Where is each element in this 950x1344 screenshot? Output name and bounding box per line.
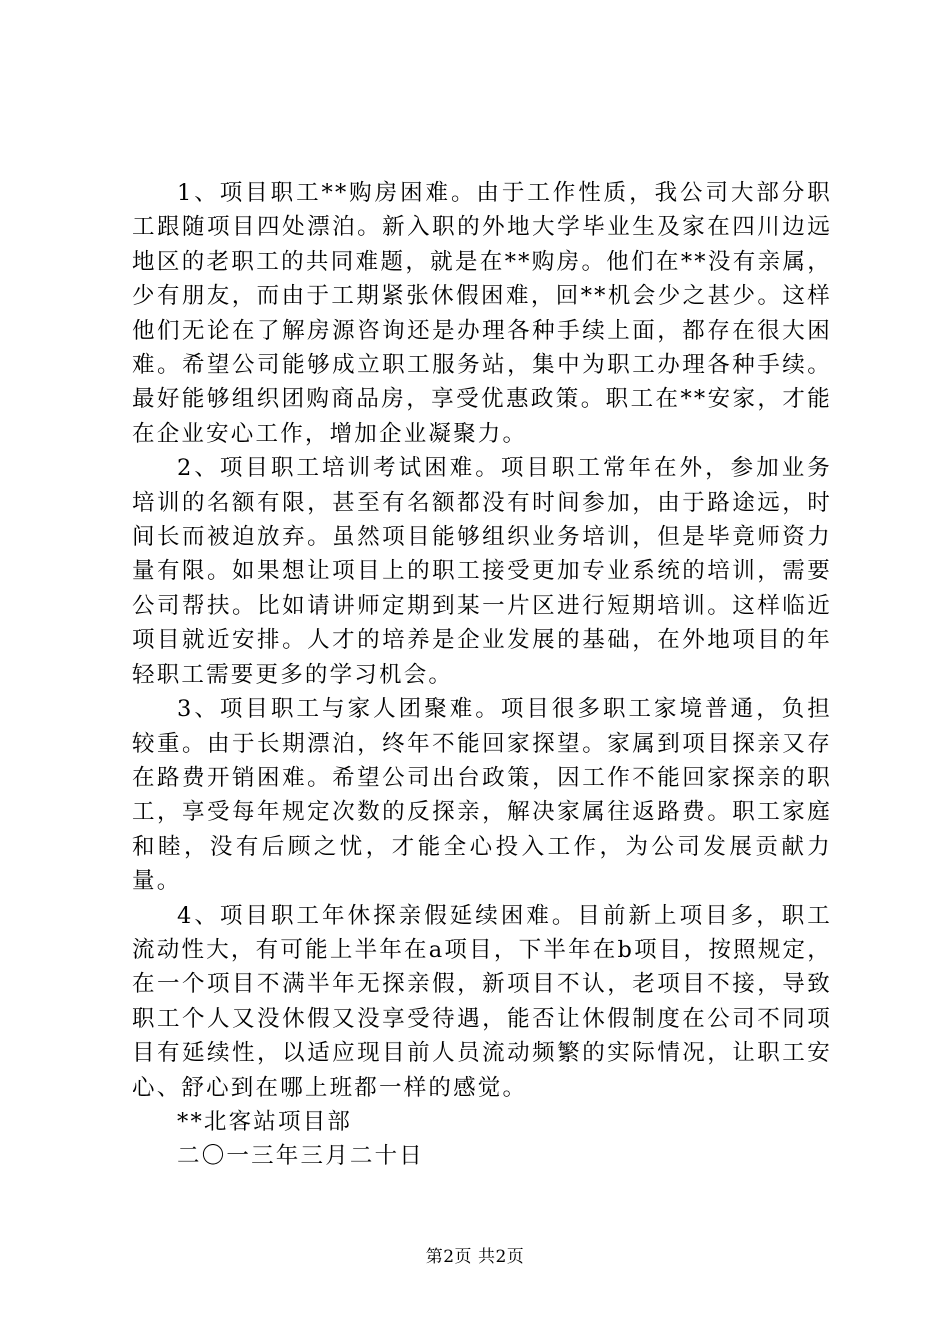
paragraph-4: 4、项目职工年休探亲假延续困难。目前新上项目多，职工流动性大，有可能上半年在a项目，下半年在b项目，按照规定，在一个项目不满半年无探亲假，新项目不认，老项目不接，导致职工个人又没休假又没享受待遇，能否让休假制度在公司不同项目有延续性，以适应现目前人员流动频繁的实际情况，让职工安心、舒心到在哪上班都一样的感觉。 [132, 902, 832, 1101]
paragraph-3: 3、项目职工与家人团聚难。项目很多职工家境普通，负担较重。由于长期漂泊，终年不能回家探望。家属到项目探亲又存在路费开销困难。希望公司出台政策，因工作不能回家探亲的职工，享受每年规定次数的反探亲，解决家属往返路费。职工家庭和睦，没有后顾之忧，才能全心投入工作，为公司发展贡献力量。 [132, 696, 832, 895]
document-body [132, 176, 832, 1174]
signature-department: **北客站项目部 [177, 1108, 353, 1135]
page-number-footer: 第2页 共2页 [425, 1247, 525, 1267]
paragraph-1: 1、项目职工**购房困难。由于工作性质，我公司大部分职工跟随项目四处漂泊。新入职的外地大学毕业生及家在四川边远地区的老职工的共同难题，就是在**购房。他们在**没有亲属，少有朋友，而由于工期紧张休假困难，回**机会少之甚少。这样他们无论在了解房源咨询还是办理各种手续上面，都存在很大困难。希望公司能够成立职工服务站，集中为职工办理各种手续。最好能够组织团购商品房，享受优惠政策。职工在**安家，才能在企业安心工作，增加企业凝聚力。 [132, 180, 832, 447]
paragraph-2: 2、项目职工培训考试困难。项目职工常年在外，参加业务培训的名额有限，甚至有名额都没有时间参加，由于路途远，时间长而被迫放弃。虽然项目能够组织业务培训，但是毕竟师资力量有限。如果想让项目上的职工接受更加专业系统的培训，需要公司帮扶。比如请讲师定期到某一片区进行短期培训。这样临近项目就近安排。人才的培养是企业发展的基础，在外地项目的年轻职工需要更多的学习机会。 [132, 455, 832, 688]
signature-date: 二〇一三年三月二十日 [177, 1143, 425, 1170]
